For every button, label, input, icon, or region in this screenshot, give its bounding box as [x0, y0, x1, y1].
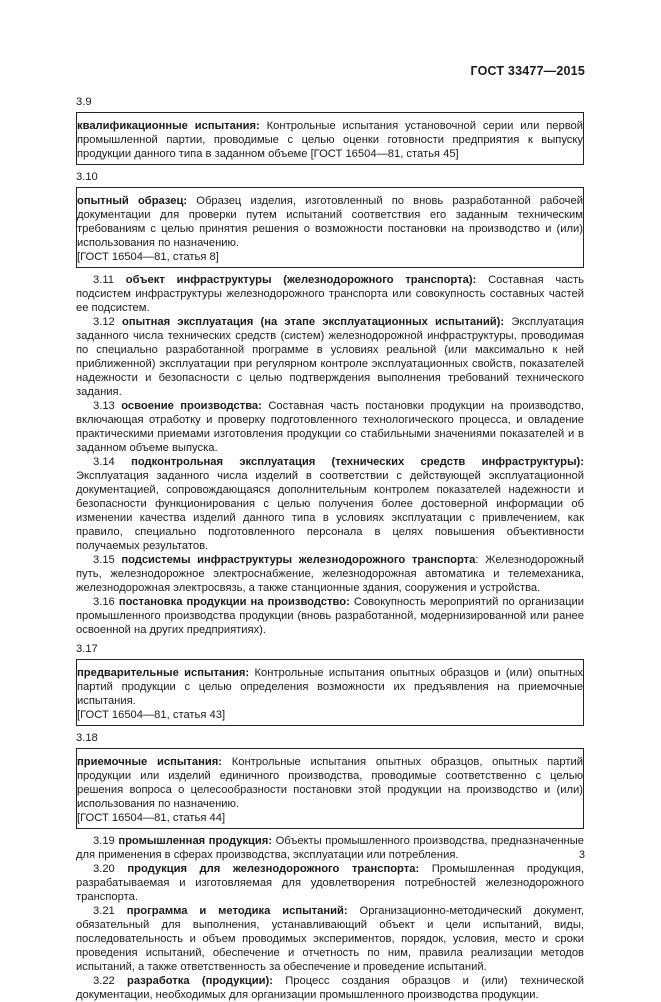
- standard-header: ГОСТ 33477—2015: [470, 64, 585, 78]
- boxed-definition-3-9: [76, 112, 584, 165]
- term-title: предварительные испытания:: [77, 667, 250, 679]
- term-title: продукция для железнодорожного транспорта:: [127, 863, 420, 875]
- term-number: 3.14: [93, 456, 132, 468]
- term-text: Контрольные испытания опытных образцов, опытных партий продукции или изделий единичного производства, проводимые соответственно с целью решения вопроса о целесообразности постановки этой продукции на производство и (или) использования по назначению.: [77, 756, 583, 810]
- term-text: Объекты промышленного производства, предназначенные для применения в сферах производства, эксплуатации или потребления.: [76, 835, 584, 861]
- page-number: 3: [578, 849, 585, 861]
- term-title: освоение производства:: [121, 400, 262, 412]
- term-title: приемочные испытания:: [77, 756, 222, 768]
- term-text: Эксплуатация заданного числа технических средств (систем) железнодорожной инфраструктуры, проводимая по специально разработанной программе в условиях реальной (или максимально к ней приближенной) эксплуатации при регулярном контроле эксплуатационных свойств, показателей надежности и безопасности с целью подтверждения выполнения требований технического задания.: [76, 316, 584, 398]
- term-text: Контрольные испытания установочной серии или первой промышленной партии, проводимые с целью оценки готовности предприятия к выпуску продукции данного типа в заданном объеме [ГОСТ 16504—81, статья 45]: [77, 120, 583, 160]
- term-number: 3.13: [93, 400, 122, 412]
- term-title: подконтрольная эксплуатация (технических средств инфраструктуры):: [131, 456, 584, 468]
- terms-section: [76, 95, 584, 1002]
- term-text: Организационно-методический документ, обязательный для выполнения, устанавливающий объект и цели испытаний, виды, последовательность и объем проводимых экспериментов, порядок, условия, место и сроки проведения испытаний, обеспечение и отчетность по ним, правила реализации методов испытаний, а также ответственность за обеспечение и проведение испытаний.: [76, 905, 584, 973]
- definition-paragraph: [77, 119, 583, 161]
- term-title: разработка (продукции):: [127, 975, 273, 987]
- term-title: программа и методика испытаний:: [126, 905, 348, 917]
- term-number: 3.12: [93, 316, 123, 328]
- definition-3-11: [76, 273, 584, 315]
- definition-3-14: [76, 455, 584, 553]
- term-text: Эксплуатация заданного числа изделий в соответствии с действующей эксплуатационной документацией, сопровождающаяся дополнительным контролем показателей надежности и безопасности функционирования с целью получения более достоверной информации об изменении качества изделий данного типа в условиях эксплуатации с привлечением, как правило, специально подготовленного персонала в целях повышения объективности получаемых результатов.: [76, 470, 584, 552]
- boxed-definition-3-18: [76, 748, 584, 829]
- source-reference: [ГОСТ 16504—81, статья 8]: [77, 251, 219, 263]
- term-number: 3.15: [93, 554, 122, 566]
- boxed-definition-3-10: [76, 187, 584, 268]
- term-number: 3.9: [76, 96, 92, 108]
- term-number: 3.18: [76, 732, 98, 744]
- term-number: 3.17: [76, 643, 98, 655]
- term-number: 3.19: [93, 835, 119, 847]
- definition-3-20: [76, 862, 584, 904]
- definition-3-13: [76, 399, 584, 455]
- definition-3-21: [76, 904, 584, 974]
- definition-paragraph: [77, 194, 583, 250]
- term-text: : Железнодорожный путь, железнодорожное электроснабжение, железнодорожная автоматика и телемеханика, железнодорожная электросвязь, а также станционные здания, сооружения и устройства.: [76, 554, 584, 594]
- term-number: 3.16: [93, 596, 119, 608]
- definition-3-22: [76, 974, 584, 1002]
- term-text: Совокупность мероприятий по организации промышленного производства продукции (вновь разработанной, модернизированной или ранее освоенной на других предприятиях).: [76, 596, 584, 636]
- term-text: Процесс создания образцов и (или) технической документации, необходимых для организации промышленного производства продукции.: [76, 975, 584, 1001]
- term-number: 3.22: [93, 975, 128, 987]
- term-title: квалификационные испытания:: [77, 120, 260, 132]
- term-text: Промышленная продукция, разрабатываемая и изготовляемая для удовлетворения потребностей железнодорожного транспорта.: [76, 863, 584, 903]
- term-text: Составная часть постановки продукции на производство, включающая отработку и проверку подготовленного технологического процесса, и овладение практическими приемами изготовления продукции со стабильными значениями показателей и в заданном объеме выпуска.: [76, 400, 584, 454]
- definition-3-12: [76, 315, 584, 399]
- term-number: 3.20: [93, 863, 128, 875]
- term-text: Контрольные испытания опытных образцов и (или) опытных партий продукции с целью определения возможности их предъявления на приемочные испытания.: [77, 667, 583, 707]
- definition-3-16: [76, 595, 584, 637]
- term-title: постановка продукции на производство:: [118, 596, 350, 608]
- term-number: 3.11: [93, 274, 126, 286]
- term-number: 3.21: [93, 905, 127, 917]
- source-reference: [ГОСТ 16504—81, статья 43]: [77, 709, 226, 721]
- term-title: промышленная продукция:: [118, 835, 273, 847]
- term-title: опытная эксплуатация (на этапе эксплуатационных испытаний):: [122, 316, 505, 328]
- term-title: опытный образец:: [77, 195, 188, 207]
- definition-paragraph: [77, 666, 583, 708]
- term-title: объект инфраструктуры (железнодорожного транспорта):: [125, 274, 477, 286]
- definition-3-15: [76, 553, 584, 595]
- term-text: Составная часть подсистем инфраструктуры железнодорожного транспорта или совокупность составных частей ее подсистем.: [76, 274, 584, 314]
- term-number: 3.10: [76, 171, 98, 183]
- source-reference: [ГОСТ 16504—81, статья 44]: [77, 812, 226, 824]
- definition-paragraph: [77, 755, 583, 811]
- boxed-definition-3-17: [76, 659, 584, 726]
- term-title: подсистемы инфраструктуры железнодорожного транспорта: [121, 554, 476, 566]
- term-text: Образец изделия, изготовленный по вновь разработанной рабочей документации для проверки путем испытаний соответствия его заданным техническим требованиям с целью принятия решения о возможности постановки на производство и (или) использования по назначению.: [77, 195, 583, 249]
- definition-3-19: [76, 834, 584, 862]
